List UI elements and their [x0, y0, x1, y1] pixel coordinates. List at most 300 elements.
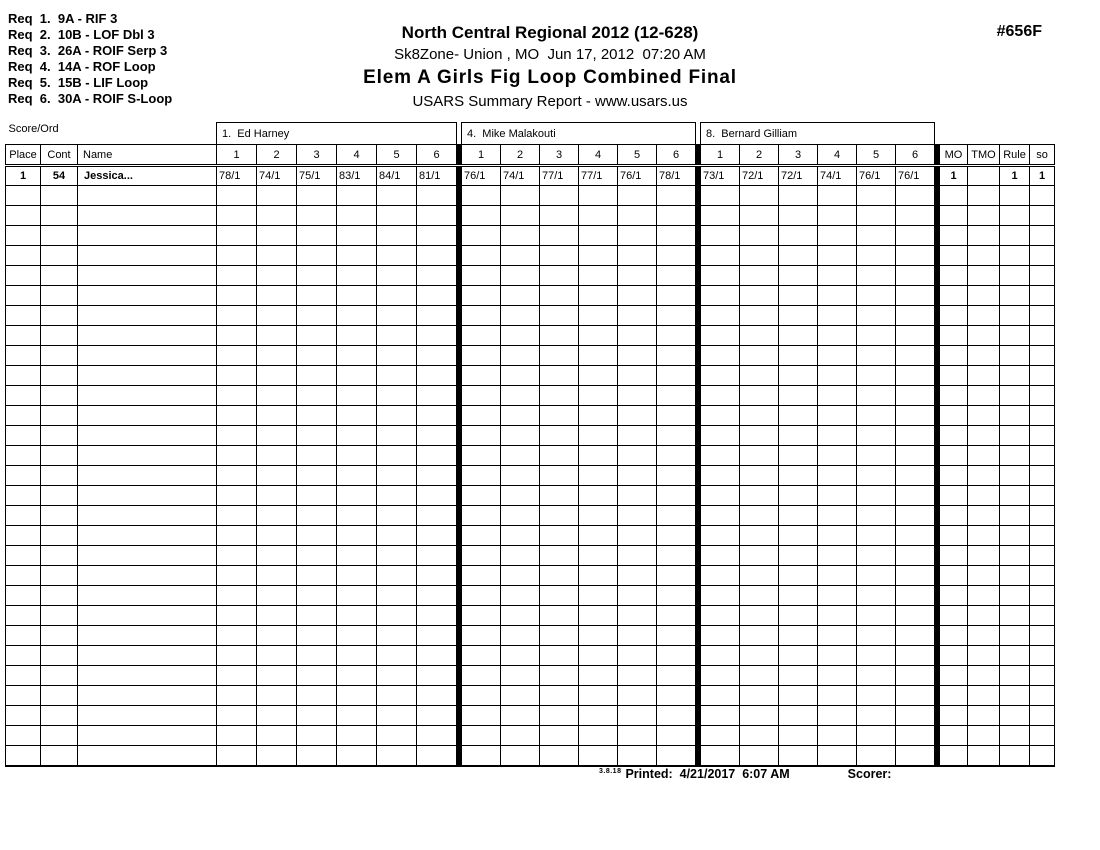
score-cell — [818, 326, 857, 346]
score-cell — [657, 506, 696, 526]
score-cell — [377, 586, 417, 606]
score-cell — [217, 226, 257, 246]
score-cell — [257, 266, 297, 286]
score-cell — [740, 686, 779, 706]
empty-row — [6, 406, 1055, 426]
score-cell — [540, 686, 579, 706]
score-cell — [857, 626, 896, 646]
rule-cell — [1000, 566, 1030, 586]
score-cell — [701, 566, 740, 586]
footer — [599, 767, 891, 781]
rule-cell — [1000, 726, 1030, 746]
col-header-score: 1 — [217, 145, 257, 166]
score-cell — [297, 546, 337, 566]
score-cell — [896, 646, 935, 666]
score-cell — [297, 226, 337, 246]
place-cell — [6, 566, 41, 586]
score-cell — [657, 226, 696, 246]
score-cell — [337, 426, 377, 446]
score-cell — [818, 306, 857, 326]
score-cell — [337, 506, 377, 526]
score-cell — [417, 666, 457, 686]
cont-cell — [41, 206, 78, 226]
name-cell — [78, 486, 217, 506]
score-cell — [540, 486, 579, 506]
score-cell — [257, 646, 297, 666]
score-cell — [740, 346, 779, 366]
score-cell — [618, 426, 657, 446]
tmo-cell — [968, 646, 1000, 666]
score-cell — [740, 646, 779, 666]
score-cell — [657, 406, 696, 426]
name-cell — [78, 186, 217, 206]
so-cell — [1030, 506, 1055, 526]
score-cell: 77/1 — [540, 166, 579, 186]
name-cell: Jessica... — [78, 166, 217, 186]
score-cell — [501, 686, 540, 706]
score-cell — [501, 326, 540, 346]
col-header-score: 1 — [701, 145, 740, 166]
title-block — [0, 23, 1100, 110]
so-cell — [1030, 706, 1055, 726]
score-cell — [740, 666, 779, 686]
tmo-cell — [968, 406, 1000, 426]
score-cell — [779, 246, 818, 266]
score-cell — [257, 466, 297, 486]
score-cell — [579, 626, 618, 646]
score-cell: 78/1 — [217, 166, 257, 186]
judge-header-1: 1. Ed Harney — [217, 123, 457, 145]
score-cell — [297, 366, 337, 386]
score-cell — [540, 366, 579, 386]
score-cell — [337, 266, 377, 286]
score-cell — [377, 426, 417, 446]
score-table-body — [6, 166, 1055, 766]
mo-cell — [940, 346, 968, 366]
score-cell — [896, 686, 935, 706]
score-cell — [337, 346, 377, 366]
mo-cell — [940, 326, 968, 346]
score-cell — [462, 686, 501, 706]
result-row — [6, 166, 1055, 186]
score-cell — [618, 666, 657, 686]
empty-row — [6, 506, 1055, 526]
place-cell — [6, 426, 41, 446]
score-cell — [701, 466, 740, 486]
score-cell — [857, 326, 896, 346]
score-cell — [818, 426, 857, 446]
rule-cell — [1000, 206, 1030, 226]
score-cell — [740, 386, 779, 406]
score-cell — [740, 286, 779, 306]
score-cell: 75/1 — [297, 166, 337, 186]
score-cell — [701, 606, 740, 626]
score-cell — [701, 346, 740, 366]
score-cell — [896, 626, 935, 646]
score-cell — [701, 686, 740, 706]
score-cell — [417, 486, 457, 506]
score-cell — [377, 566, 417, 586]
cont-cell — [41, 286, 78, 306]
competition-title: North Central Regional 2012 (12-628) — [401, 23, 699, 42]
score-cell — [740, 206, 779, 226]
score-cell — [896, 226, 935, 246]
score-cell — [540, 666, 579, 686]
score-cell — [501, 646, 540, 666]
place-cell — [6, 726, 41, 746]
score-cell — [501, 306, 540, 326]
score-cell — [857, 646, 896, 666]
score-cell — [618, 346, 657, 366]
score-cell — [377, 366, 417, 386]
score-cell — [779, 226, 818, 246]
place-cell — [6, 226, 41, 246]
place-cell — [6, 346, 41, 366]
score-cell — [896, 466, 935, 486]
score-cell — [779, 426, 818, 446]
score-cell — [417, 586, 457, 606]
score-cell — [857, 486, 896, 506]
score-cell — [740, 486, 779, 506]
score-cell — [501, 626, 540, 646]
place-cell — [6, 746, 41, 766]
score-cell — [417, 466, 457, 486]
score-cell — [618, 546, 657, 566]
tmo-cell — [968, 186, 1000, 206]
rule-cell — [1000, 686, 1030, 706]
score-cell — [417, 626, 457, 646]
rule-cell — [1000, 626, 1030, 646]
score-cell — [297, 726, 337, 746]
score-cell — [701, 666, 740, 686]
so-cell — [1030, 646, 1055, 666]
score-cell — [657, 366, 696, 386]
score-cell — [462, 346, 501, 366]
score-cell — [257, 306, 297, 326]
score-cell — [417, 306, 457, 326]
score-cell — [337, 606, 377, 626]
score-cell — [779, 366, 818, 386]
score-cell — [417, 426, 457, 446]
score-cell — [377, 226, 417, 246]
score-cell — [740, 726, 779, 746]
rule-cell — [1000, 266, 1030, 286]
score-cell — [896, 606, 935, 626]
place-cell — [6, 186, 41, 206]
score-cell — [377, 526, 417, 546]
rule-cell — [1000, 226, 1030, 246]
score-cell — [896, 546, 935, 566]
score-cell — [657, 446, 696, 466]
score-cell — [377, 666, 417, 686]
score-cell — [818, 586, 857, 606]
score-cell — [740, 426, 779, 446]
score-cell — [501, 186, 540, 206]
mo-cell — [940, 566, 968, 586]
score-cell — [779, 286, 818, 306]
score-cell — [417, 206, 457, 226]
score-cell — [297, 666, 337, 686]
cont-cell — [41, 326, 78, 346]
tmo-cell — [968, 326, 1000, 346]
score-cell — [217, 206, 257, 226]
score-cell — [818, 666, 857, 686]
score-cell — [297, 346, 337, 366]
score-cell — [618, 446, 657, 466]
score-cell — [377, 186, 417, 206]
rule-cell: 1 — [1000, 166, 1030, 186]
score-cell — [857, 606, 896, 626]
score-cell — [740, 586, 779, 606]
score-cell — [257, 746, 297, 766]
score-cell — [417, 226, 457, 246]
score-cell — [896, 386, 935, 406]
so-cell — [1030, 406, 1055, 426]
tmo-cell — [968, 366, 1000, 386]
score-cell — [337, 186, 377, 206]
col-header-score: 5 — [377, 145, 417, 166]
score-cell — [501, 546, 540, 566]
score-cell — [740, 606, 779, 626]
col-header-score: 4 — [818, 145, 857, 166]
score-cell — [579, 266, 618, 286]
col-header-score: 2 — [257, 145, 297, 166]
score-cell — [579, 566, 618, 586]
name-cell — [78, 286, 217, 306]
score-cell — [217, 526, 257, 546]
score-cell — [377, 466, 417, 486]
score-cell — [257, 426, 297, 446]
score-cell — [501, 506, 540, 526]
score-cell — [896, 706, 935, 726]
rule-cell — [1000, 746, 1030, 766]
score-cell — [377, 706, 417, 726]
score-cell — [579, 306, 618, 326]
score-cell — [857, 186, 896, 206]
score-cell — [579, 506, 618, 526]
score-cell — [462, 326, 501, 346]
score-cell — [579, 346, 618, 366]
empty-row — [6, 186, 1055, 206]
name-cell — [78, 346, 217, 366]
score-cell — [501, 586, 540, 606]
score-cell — [818, 466, 857, 486]
score-cell — [462, 486, 501, 506]
col-header-score: 1 — [462, 145, 501, 166]
score-cell — [297, 206, 337, 226]
empty-row — [6, 326, 1055, 346]
score-cell — [779, 266, 818, 286]
score-cell — [297, 286, 337, 306]
score-cell — [540, 586, 579, 606]
cont-cell — [41, 646, 78, 666]
score-cell — [257, 346, 297, 366]
place-cell — [6, 626, 41, 646]
score-cell — [657, 646, 696, 666]
col-header-score: 3 — [779, 145, 818, 166]
tmo-cell — [968, 546, 1000, 566]
col-header-score: 6 — [896, 145, 935, 166]
score-cell — [896, 486, 935, 506]
score-cell — [297, 526, 337, 546]
rule-cell — [1000, 186, 1030, 206]
score-cell — [297, 186, 337, 206]
tmo-cell — [968, 206, 1000, 226]
cont-cell: 54 — [41, 166, 78, 186]
score-cell — [657, 306, 696, 326]
score-cell — [896, 666, 935, 686]
judge-header-2: 4. Mike Malakouti — [462, 123, 696, 145]
score-cell — [337, 526, 377, 546]
score-cell — [337, 726, 377, 746]
empty-row — [6, 246, 1055, 266]
score-cell — [896, 186, 935, 206]
score-cell — [657, 566, 696, 586]
score-cell — [618, 186, 657, 206]
score-cell — [701, 206, 740, 226]
score-cell — [579, 486, 618, 506]
so-cell — [1030, 306, 1055, 326]
score-cell — [257, 726, 297, 746]
empty-row — [6, 626, 1055, 646]
cont-cell — [41, 446, 78, 466]
place-cell — [6, 506, 41, 526]
name-cell — [78, 406, 217, 426]
score-cell — [297, 386, 337, 406]
mo-cell — [940, 526, 968, 546]
score-cell — [701, 486, 740, 506]
score-cell — [779, 726, 818, 746]
col-header-so: so — [1030, 145, 1055, 166]
score-cell — [297, 566, 337, 586]
score-cell — [377, 206, 417, 226]
score-cell — [217, 346, 257, 366]
score-cell — [501, 526, 540, 546]
score-cell — [779, 606, 818, 626]
mo-cell — [940, 606, 968, 626]
judge-band-row — [6, 123, 1055, 145]
cont-cell — [41, 246, 78, 266]
score-cell — [818, 446, 857, 466]
name-cell — [78, 526, 217, 546]
score-table-wrap — [5, 122, 1055, 767]
score-cell — [217, 726, 257, 746]
col-header-score: 3 — [540, 145, 579, 166]
score-cell — [779, 746, 818, 766]
score-cell — [618, 226, 657, 246]
score-cell — [462, 546, 501, 566]
score-cell — [257, 226, 297, 246]
rule-cell — [1000, 306, 1030, 326]
place-cell — [6, 706, 41, 726]
score-cell — [857, 726, 896, 746]
score-cell — [701, 746, 740, 766]
score-cell: 78/1 — [657, 166, 696, 186]
empty-row — [6, 366, 1055, 386]
score-cell — [217, 446, 257, 466]
score-cell — [217, 606, 257, 626]
score-cell — [657, 666, 696, 686]
score-cell — [337, 306, 377, 326]
empty-row — [6, 566, 1055, 586]
mo-cell — [940, 286, 968, 306]
score-cell — [740, 626, 779, 646]
score-cell — [377, 286, 417, 306]
score-cell — [579, 326, 618, 346]
requirement-line: Req 4. 14A - ROF Loop — [8, 59, 156, 74]
report-number: #656F — [996, 23, 1042, 40]
score-cell — [657, 626, 696, 646]
score-cell — [462, 626, 501, 646]
score-cell — [701, 546, 740, 566]
score-cell — [417, 746, 457, 766]
score-cell — [740, 366, 779, 386]
place-cell — [6, 366, 41, 386]
score-cell — [740, 186, 779, 206]
score-cell — [657, 246, 696, 266]
score-cell — [618, 466, 657, 486]
score-cell — [257, 406, 297, 426]
score-cell — [297, 306, 337, 326]
score-cell — [740, 326, 779, 346]
score-cell — [217, 466, 257, 486]
score-cell: 73/1 — [701, 166, 740, 186]
tmo-cell — [968, 266, 1000, 286]
score-cell — [618, 646, 657, 666]
cont-cell — [41, 346, 78, 366]
name-cell — [78, 226, 217, 246]
empty-row — [6, 586, 1055, 606]
empty-row — [6, 646, 1055, 666]
col-header-rule: Rule — [1000, 145, 1030, 166]
score-cell — [462, 446, 501, 466]
score-cell — [297, 646, 337, 666]
score-cell — [337, 326, 377, 346]
band-right-spacer — [940, 123, 1055, 145]
place-cell — [6, 546, 41, 566]
score-cell — [337, 666, 377, 686]
so-cell — [1030, 466, 1055, 486]
score-cell — [579, 666, 618, 686]
score-cell — [217, 406, 257, 426]
score-cell — [740, 266, 779, 286]
mo-cell — [940, 406, 968, 426]
score-cell — [896, 246, 935, 266]
place-cell — [6, 466, 41, 486]
name-cell — [78, 726, 217, 746]
mo-cell — [940, 726, 968, 746]
score-cell — [779, 546, 818, 566]
tmo-cell — [968, 706, 1000, 726]
so-cell — [1030, 446, 1055, 466]
score-cell — [779, 446, 818, 466]
score-cell — [618, 706, 657, 726]
mo-cell — [940, 206, 968, 226]
score-cell — [462, 206, 501, 226]
mo-cell — [940, 626, 968, 646]
cont-cell — [41, 406, 78, 426]
score-cell — [462, 666, 501, 686]
score-cell — [257, 586, 297, 606]
place-cell — [6, 526, 41, 546]
score-cell — [501, 386, 540, 406]
score-cell — [818, 506, 857, 526]
score-cell — [417, 326, 457, 346]
score-cell — [217, 586, 257, 606]
score-cell — [657, 386, 696, 406]
name-cell — [78, 426, 217, 446]
score-cell — [217, 666, 257, 686]
